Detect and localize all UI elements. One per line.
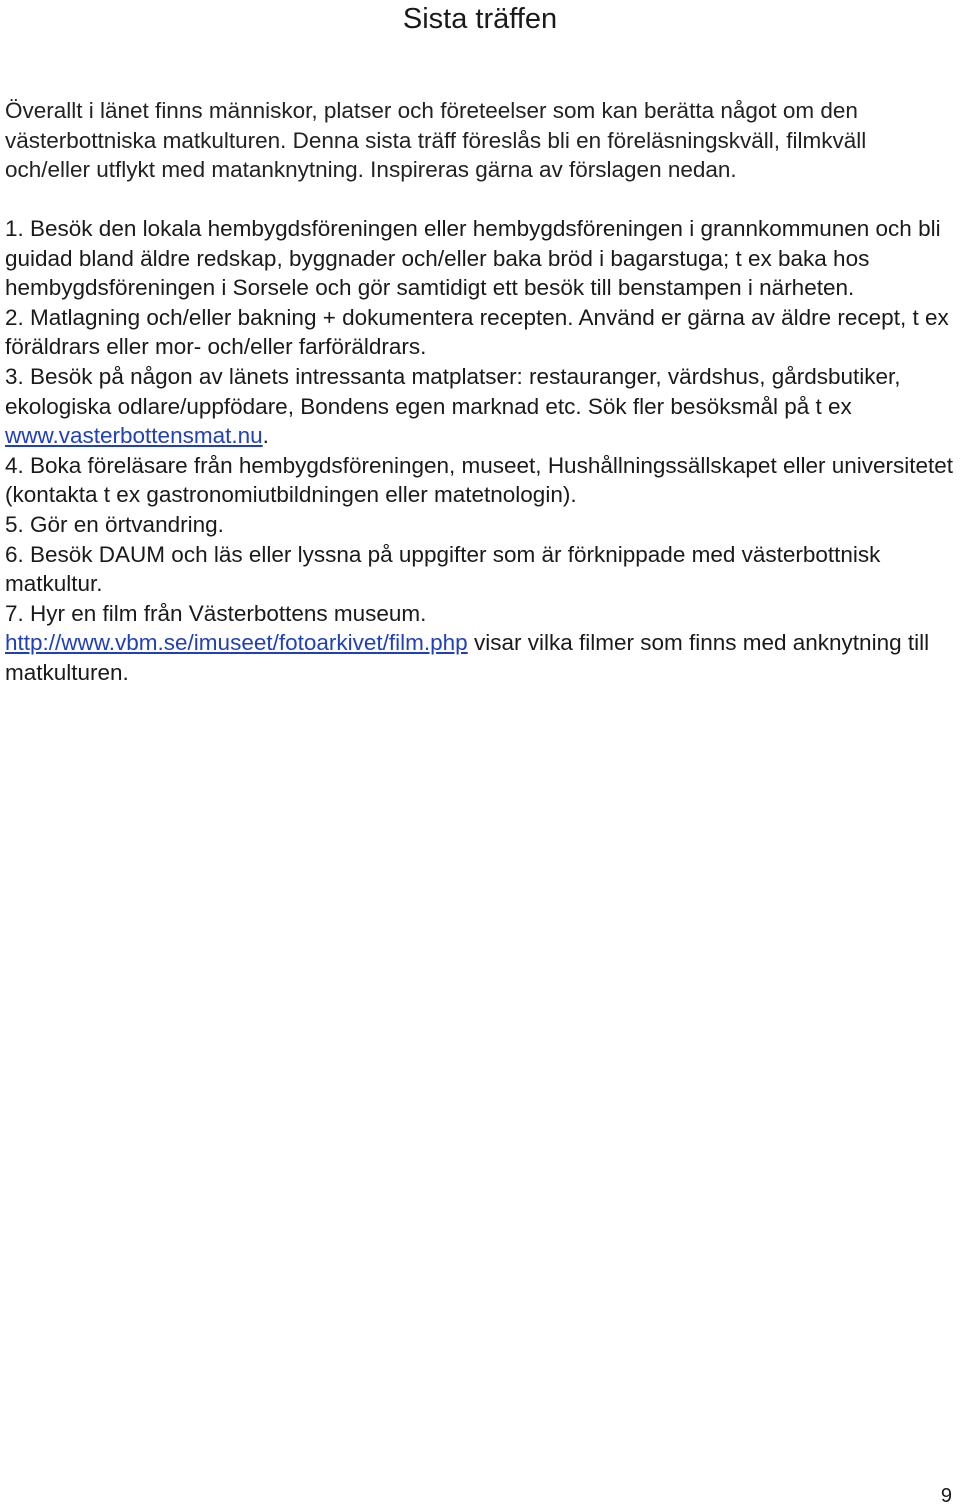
film-link-description: visar vilka filmer som finns med anknytning till matkulturen. [5,630,930,685]
list-item-6: 6. Besök DAUM och läs eller lyssna på uppgifter som är förknippade med västerbottnisk matkultur. [5,541,881,597]
vbm-film-link[interactable]: http://www.vbm.se/imuseet/fotoarkivet/film.php [5,630,468,656]
list-item-4: 4. Boka föreläsare från hembygdsföreningen, museet, Hushållningssällskapet eller universitetet (kontakta t ex gastronomiutbildningen eller matetnologin). [5,452,954,508]
list-item-1: 1. Besök den lokala hembygdsföreningen eller hembygdsföreningen i grannkommunen och bli guidad bland äldre redskap, byggnader och/eller baka bröd i bagarstuga; t ex baka hos hembygdsföreningen i Sorsele och gör samtidigt ett besök till benstampen i närheten. [5,216,941,301]
list-item-2: 2. Matlagning och/eller bakning + dokumentera recepten. Använd er gärna av äldre recept, t ex föräldrars eller mor- och/eller farföräldrars. [5,304,949,360]
page-title: Sista träffen [402,3,558,35]
vasterbottensmat-link[interactable]: www.vasterbottensmat.nu [5,423,263,449]
list-item-5: 5. Gör en örtvandring. [5,511,224,537]
suggestion-list [5,214,957,688]
list-item-3 [5,362,957,451]
list-item-7: 7. Hyr en film från Västerbottens museum. [5,600,427,626]
page-number: 9 [940,1485,952,1507]
film-link-line [5,628,957,687]
list-item-3-suffix: . [262,423,269,449]
intro-paragraph: Överallt i länet finns människor, platser och företeelser som kan berätta något om den västerbottniska matkulturen. Denna sista träff föreslås bli en föreläsningskväll, filmkväll och/eller utflykt med matanknytning. Inspireras gärna av förslagen nedan. [5,98,867,182]
list-item-3-text: 3. Besök på någon av länets intressanta matplatser: restauranger, värdshus, gårdsbutiker, ekologiska odlare/uppfödare, Bondens egen marknad etc. Sök fler besöksmål på t ex [5,363,901,419]
